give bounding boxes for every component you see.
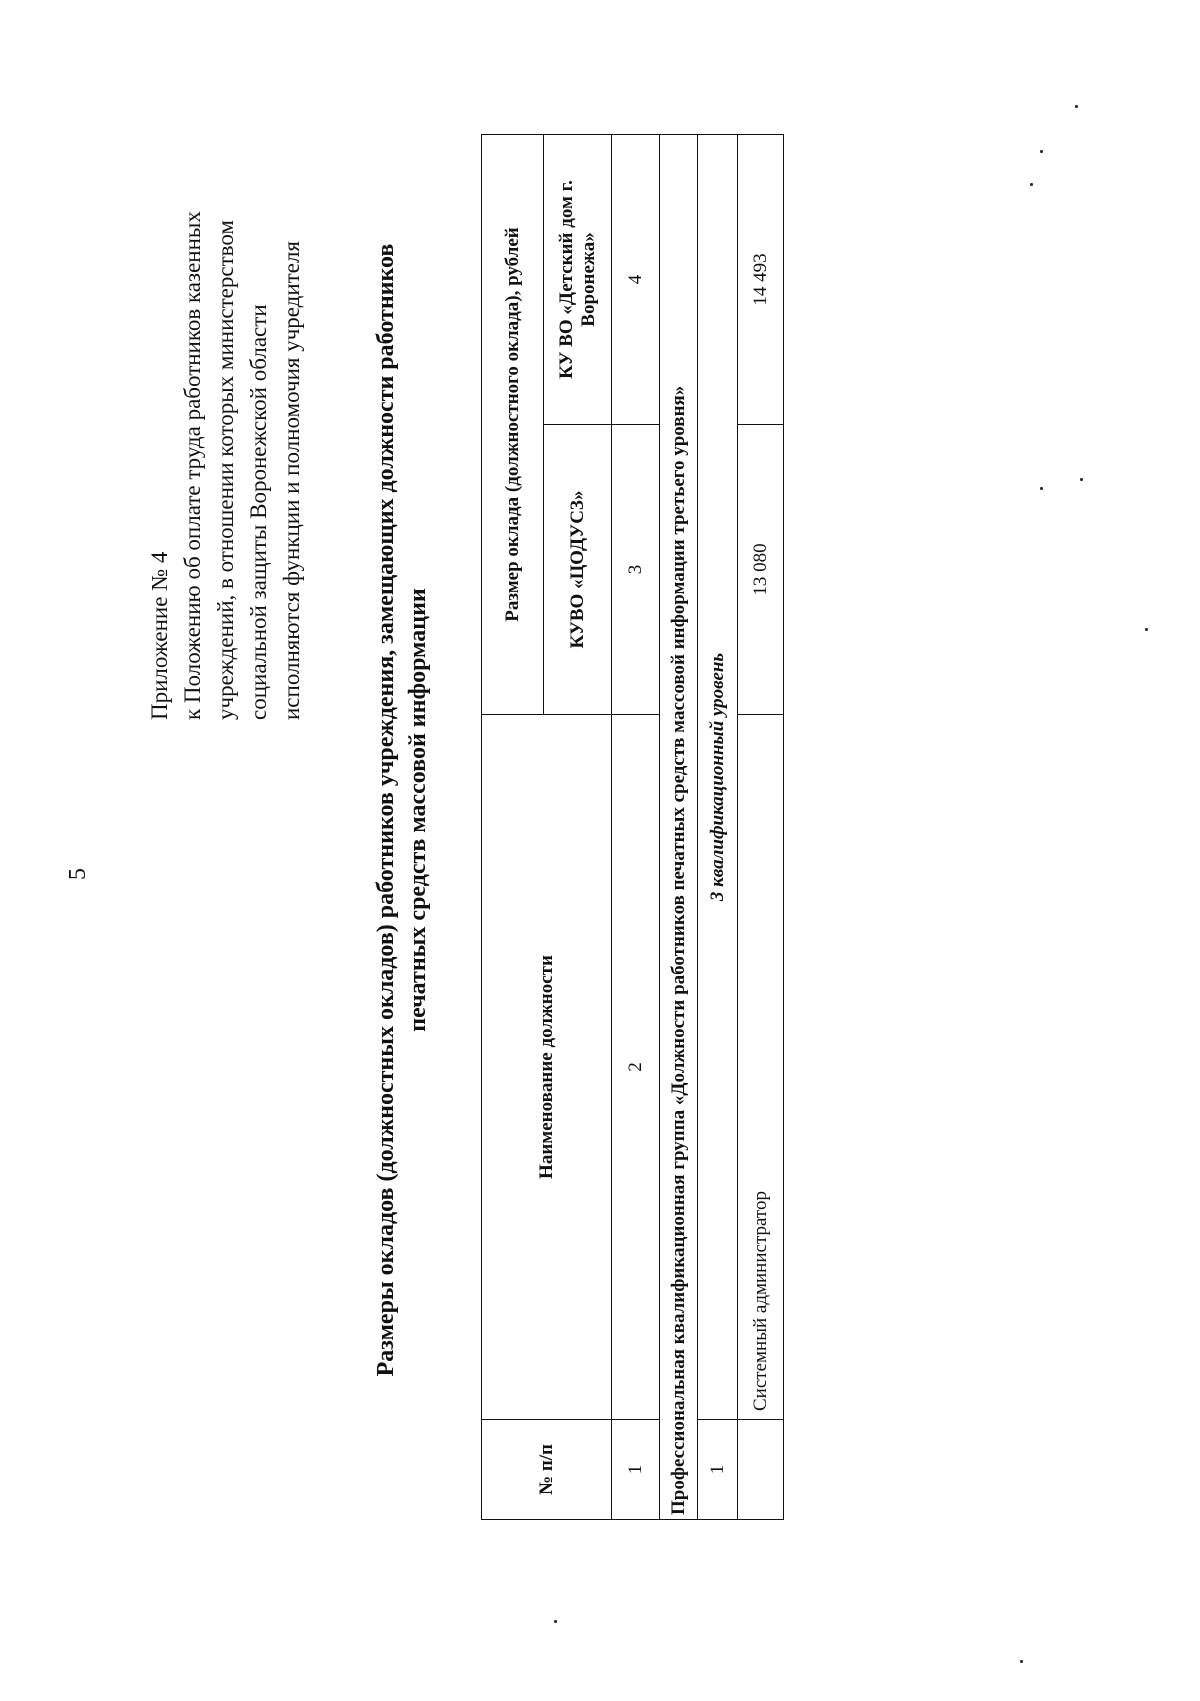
document-page (25, 30, 1175, 1680)
scan-speck (1145, 628, 1148, 631)
table-row (738, 134, 784, 1519)
header-col-b: КУ ВО «Детский дом г. Воронежа» (544, 134, 612, 424)
appendix-line: исполняются функции и полномочия учредителя (279, 240, 304, 720)
salary-table (481, 134, 784, 1520)
appendix-header (143, 80, 308, 720)
table-numbering-row (612, 134, 660, 1519)
scan-speck (1075, 105, 1078, 108)
numbering-cell: 4 (612, 134, 660, 424)
header-num: № п/п (482, 1420, 612, 1520)
scan-speck (1040, 487, 1043, 490)
numbering-cell: 2 (612, 715, 660, 1420)
title-line: Размеры окладов (должностных окладов) работников учреждения, замещающих должности работников (373, 243, 399, 1377)
scan-speck (1020, 1660, 1023, 1663)
salary-col-a: 13 080 (738, 425, 784, 715)
table-header-row (482, 134, 544, 1519)
scan-speck (1080, 478, 1083, 481)
row-num-cell (738, 1420, 784, 1520)
salary-col-b: 14 493 (738, 134, 784, 424)
level-name: 3 квалификационный уровень (698, 134, 738, 1419)
appendix-line: Приложение № 4 (147, 551, 172, 720)
title-line: печатных средств массовой информации (405, 588, 431, 1032)
table-level-row (698, 134, 738, 1519)
header-col-a: КУВО «ЦОДУСЗ» (544, 425, 612, 715)
group-title: Профессиональная квалификационная группа «Должности работников печатных средств массовой информации третьего уровня» (660, 134, 698, 1519)
table-group-row (660, 134, 698, 1519)
header-salary-group: Размер оклада (должностного оклада), рублей (482, 134, 544, 714)
appendix-line: социальной защиты Воронежской области (246, 304, 271, 720)
header-position: Наименование должности (482, 715, 612, 1420)
appendix-line: к Положению об оплате труда работников казенных (180, 211, 205, 720)
appendix-line: учреждений, в отношении которых министерством (213, 220, 238, 720)
numbering-cell: 3 (612, 425, 660, 715)
position-name: Системный администратор (738, 715, 784, 1420)
page-number: 5 (65, 868, 91, 880)
level-num: 1 (698, 1420, 738, 1520)
scan-speck (1040, 150, 1043, 153)
scan-speck (1030, 183, 1033, 186)
scan-speck (554, 1620, 557, 1623)
numbering-cell: 1 (612, 1420, 660, 1520)
document-title (370, 220, 434, 1400)
